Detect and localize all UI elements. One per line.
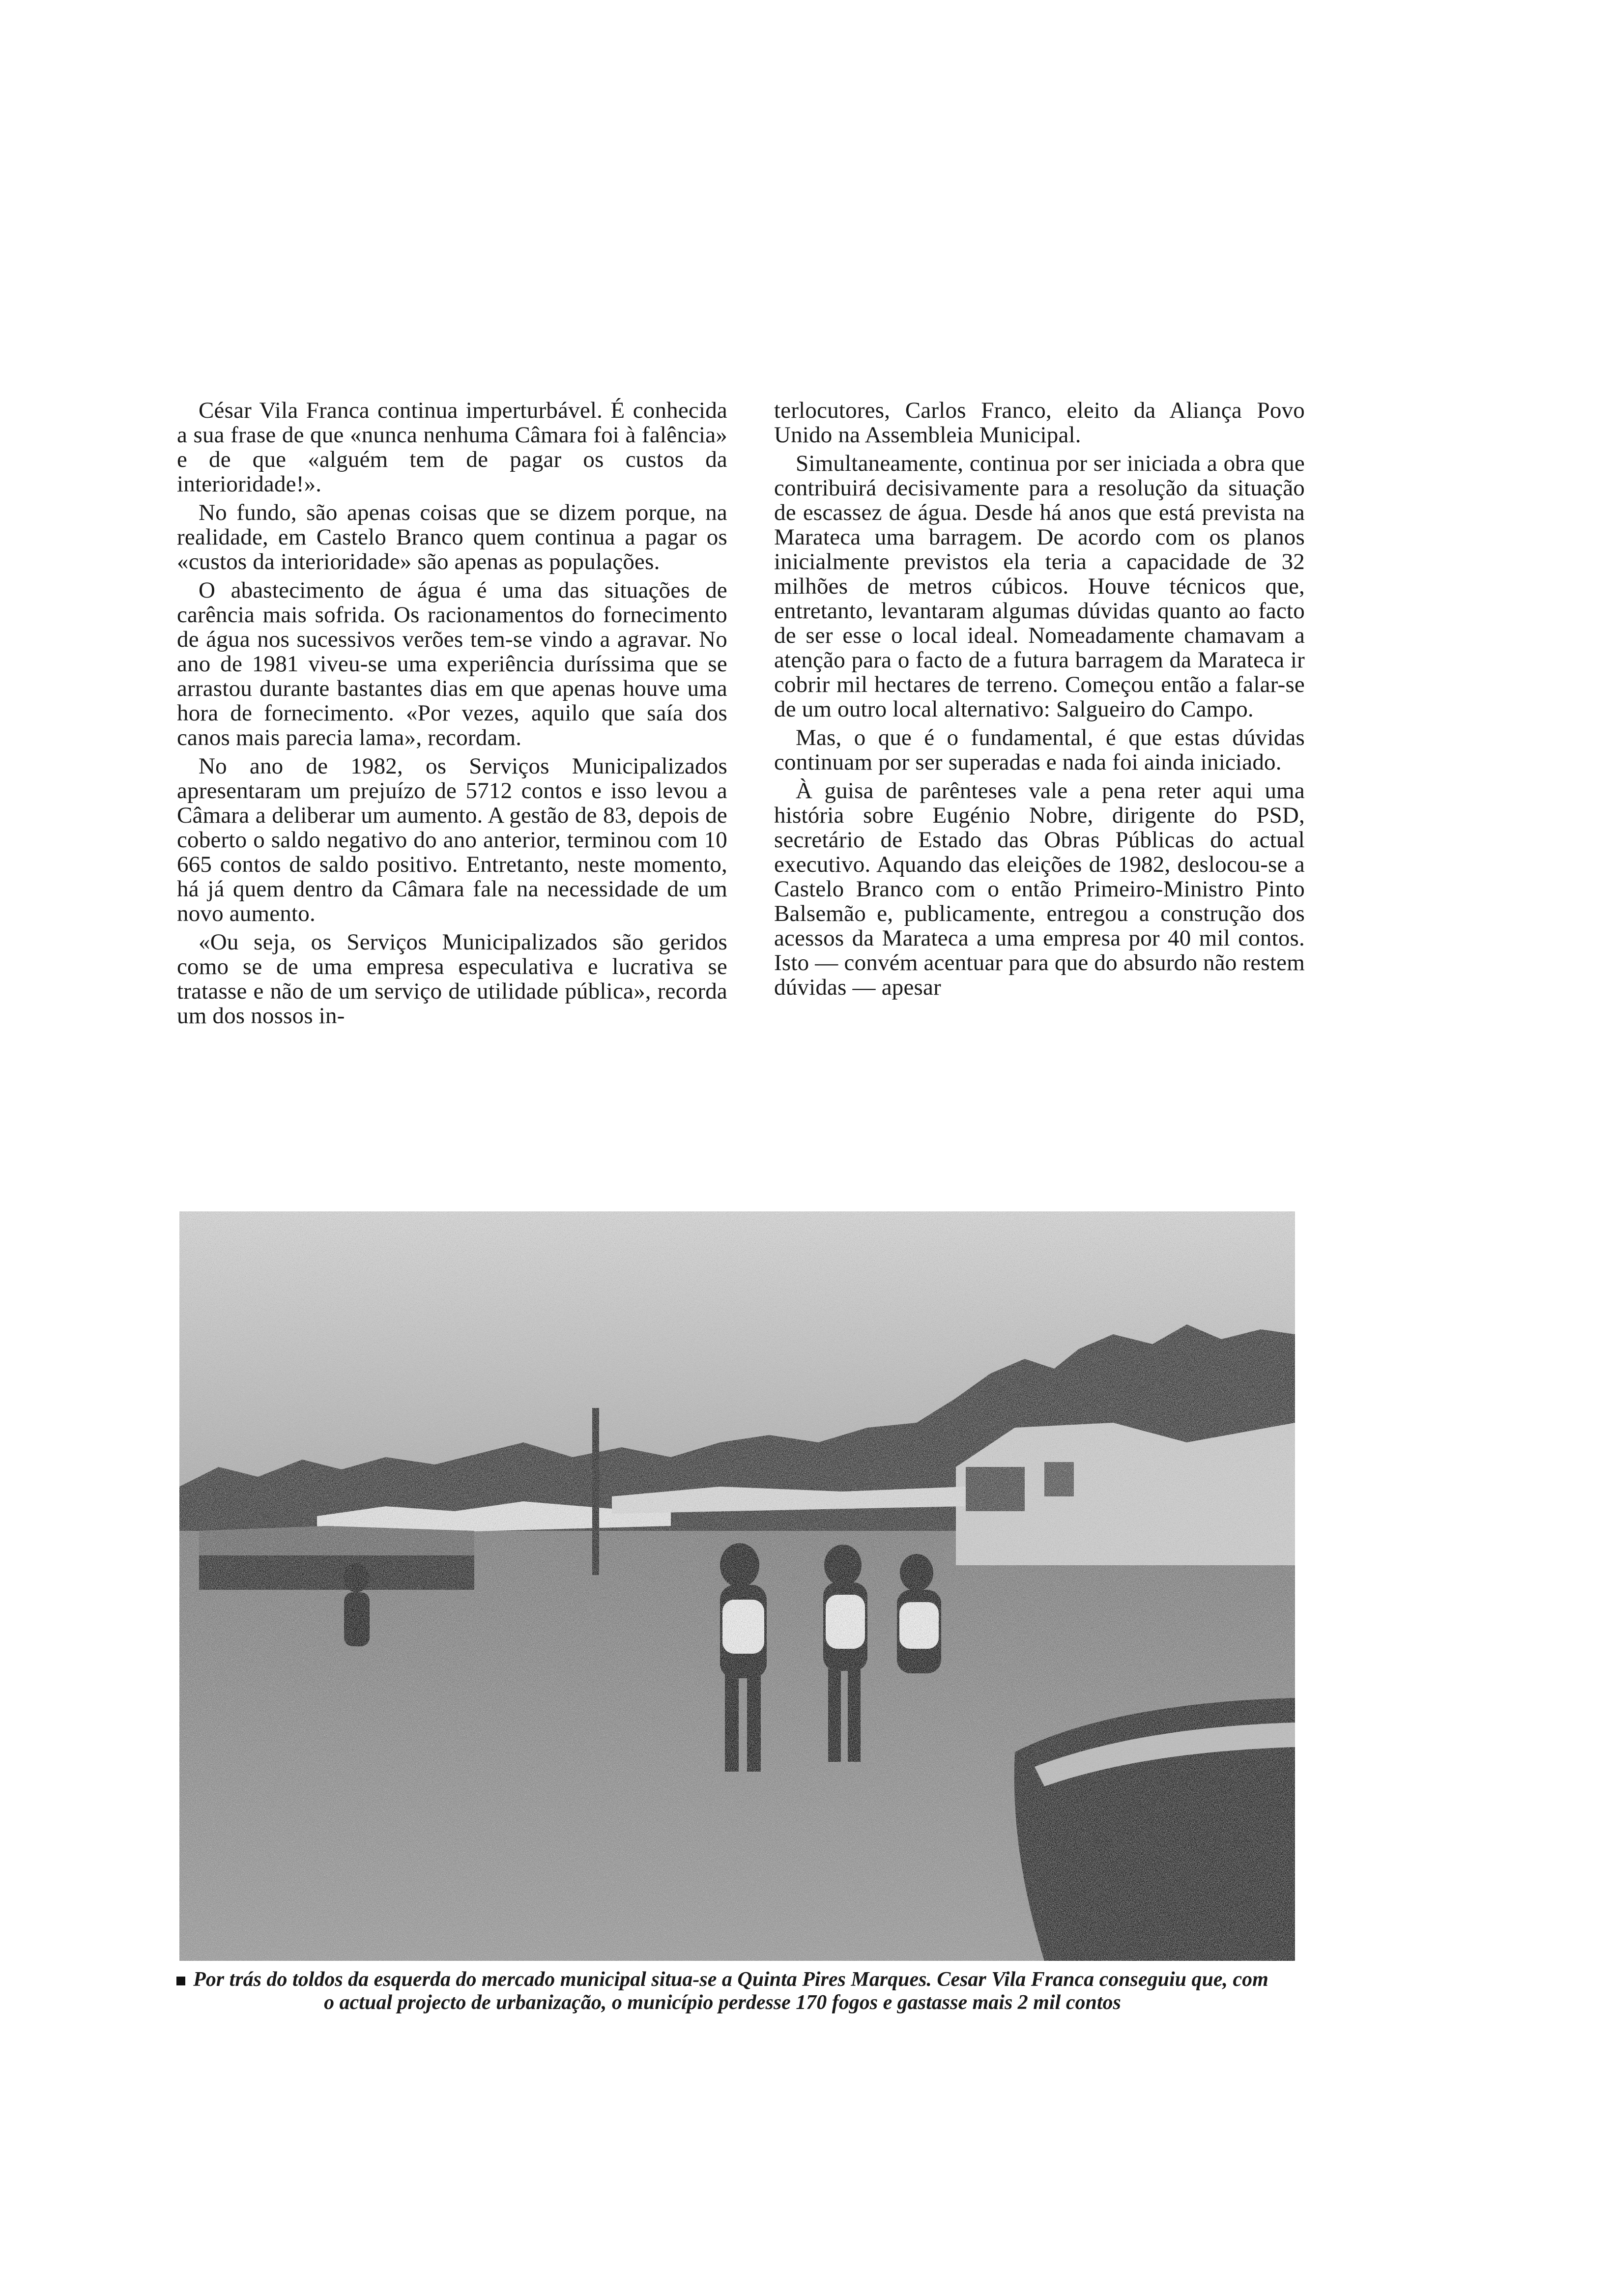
paragraph: À guisa de parênteses vale a pena reter aqui uma história sobre Eugénio Nobre, dirigente do PSD, secretário de Estado das Obras Públicas do actual executivo. Aquando das eleições de 1982, deslocou-se a Castelo Branco com o então Primeiro-Ministro Pinto Balsemão e, publicamente, entregou a construção dos acessos da Marateca a uma empresa por 40 mil contos. Isto — convém acentuar para que do absurdo não restem dúvidas — apesar [774, 778, 1305, 1000]
photo-caption [172, 1968, 1273, 2014]
paragraph: César Vila Franca continua imperturbável. É conhecida a sua frase de que «nunca nenhuma Câmara foi à falência» e de que «alguém tem de pagar os custos da interioridade!». [177, 398, 727, 497]
article-left-column [177, 398, 727, 1032]
paragraph: No ano de 1982, os Serviços Municipalizados apresentaram um prejuízo de 5712 contos e isso levou a Câmara a deliberar um aumento. A gestão de 83, depois de coberto o saldo negativo do ano anterior, terminou com 10 665 contos de saldo positivo. Entretanto, neste momento, há já quem dentro da Câmara fale na necessidade de um novo aumento. [177, 753, 727, 926]
paragraph: terlocutores, Carlos Franco, eleito da Aliança Povo Unido na Assembleia Municipal. [774, 398, 1305, 448]
caption-bullet-icon [176, 1977, 185, 1985]
caption-text: Por trás do toldos da esquerda do mercado municipal situa-se a Quinta Pires Marques. Cesar Vila Franca conseguiu que, com o actual projecto de urbanização, o município perdesse 170 fogos e gastasse mais 2 mil contos [193, 1968, 1268, 2014]
article-right-column [774, 398, 1305, 1004]
market-photo [179, 1211, 1295, 1961]
paragraph: O abastecimento de água é uma das situações de carência mais sofrida. Os racionamentos do fornecimento de água nos sucessivos verões tem-se vindo a agravar. No ano de 1981 viveu-se uma experiência duríssima que se arrastou durante bastantes dias em que apenas houve uma hora de fornecimento. «Por vezes, aquilo que saía dos canos mais parecia lama», recordam. [177, 577, 727, 750]
paragraph: No fundo, são apenas coisas que se dizem porque, na realidade, em Castelo Branco quem continua a pagar os «custos da interioridade» são apenas as populações. [177, 500, 727, 574]
paragraph: «Ou seja, os Serviços Municipalizados são geridos como se de uma empresa especulativa e lucrativa se tratasse e não de um serviço de utilidade pública», recorda um dos nossos in- [177, 929, 727, 1029]
paragraph: Mas, o que é o fundamental, é que estas dúvidas continuam por ser superadas e nada foi ainda iniciado. [774, 725, 1305, 775]
paragraph: Simultaneamente, continua por ser iniciada a obra que contribuirá decisivamente para a resolução da situação de escassez de água. Desde há anos que está prevista na Marateca uma barragem. De acordo com os planos inicialmente previstos ela teria a capacidade de 32 milhões de metros cúbicos. Houve técnicos que, entretanto, levantaram algumas dúvidas quanto ao facto de ser esse o local ideal. Nomeadamente chamavam a atenção para o facto de a futura barragem da Marateca ir cobrir mil hectares de terreno. Começou então a falar-se de um outro local alternativo: Salgueiro do Campo. [774, 451, 1305, 722]
